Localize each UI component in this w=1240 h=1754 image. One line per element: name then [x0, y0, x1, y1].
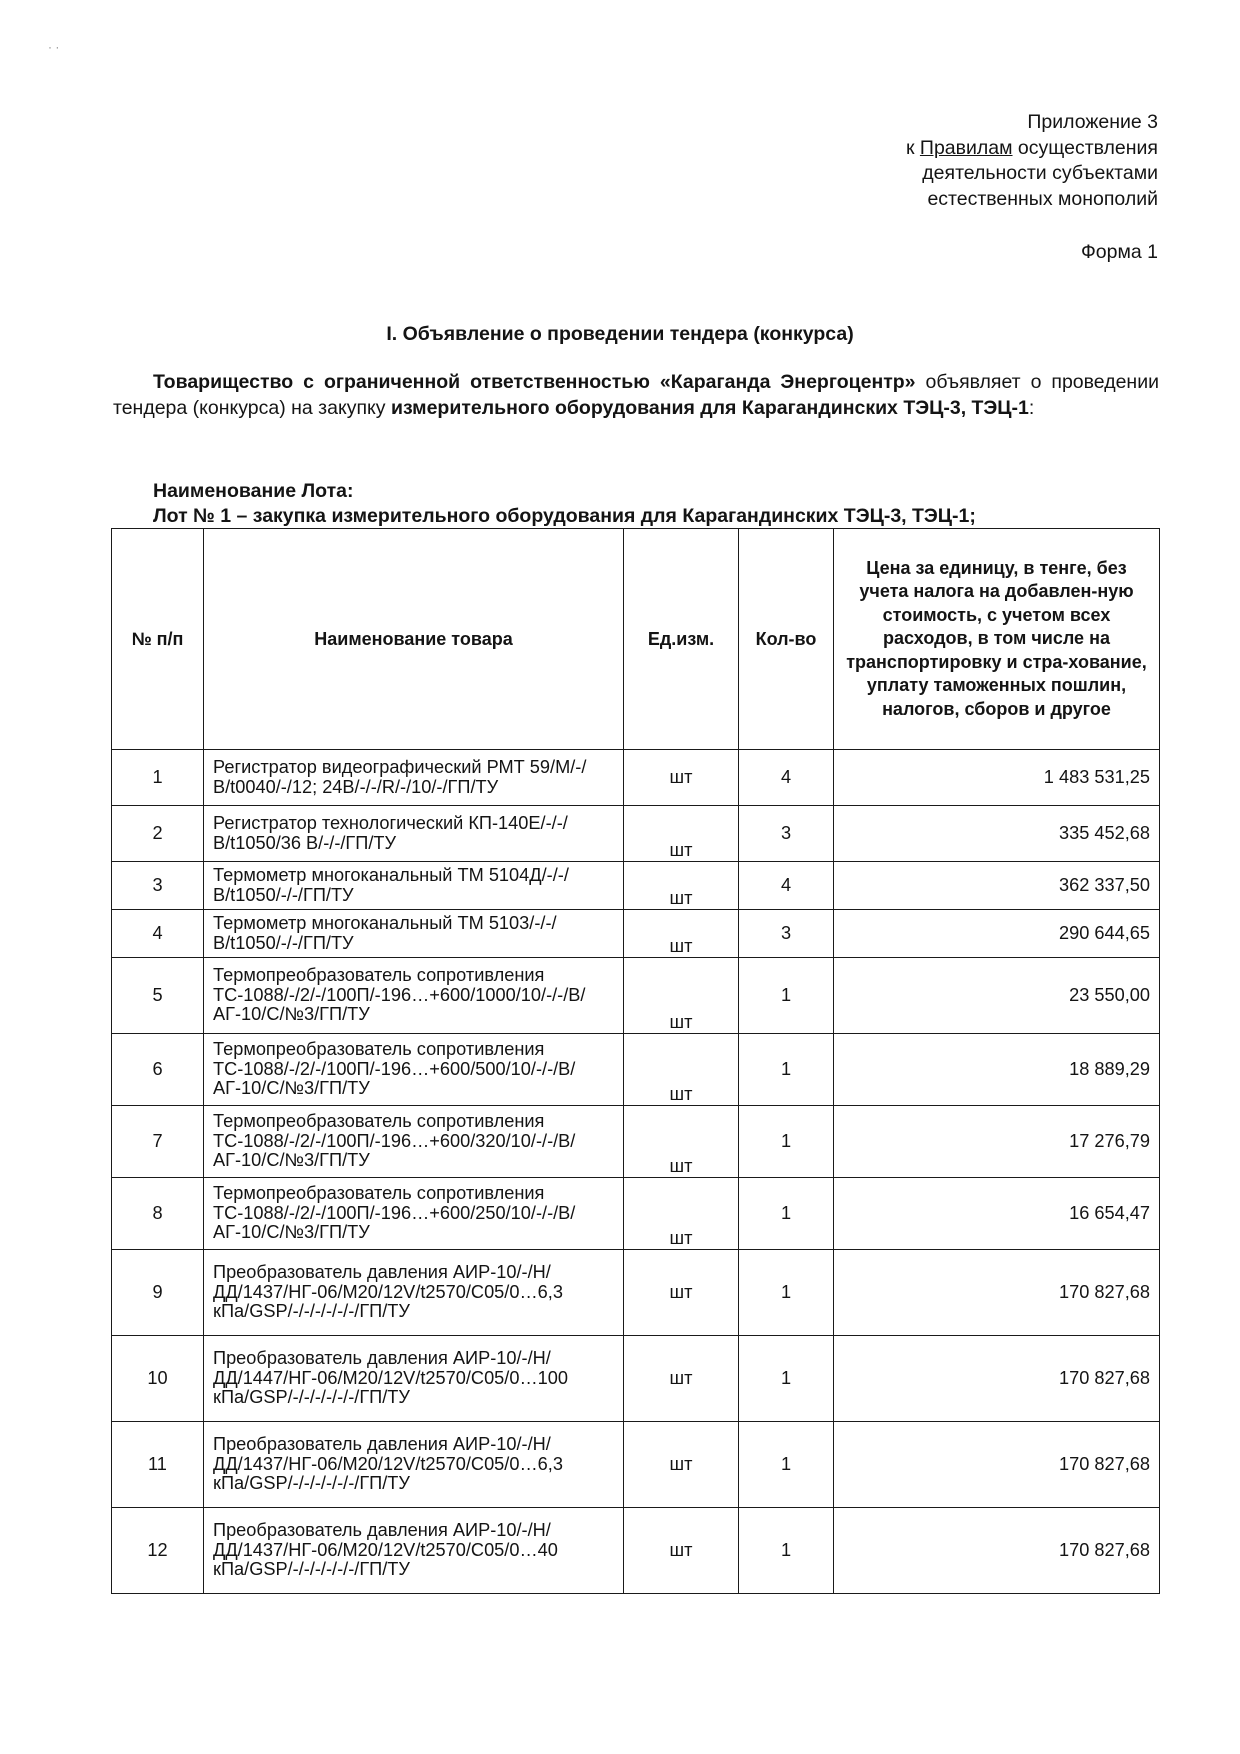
cell-price: 170 827,68: [834, 1422, 1160, 1508]
lot-block: [153, 479, 976, 529]
cell-qty: 1: [739, 1106, 834, 1178]
header-name: Наименование товара: [204, 529, 624, 750]
cell-unit: шт: [624, 1034, 739, 1106]
cell-num: 11: [112, 1422, 204, 1508]
cell-qty: 4: [739, 750, 834, 806]
appendix-suffix: осуществления: [1012, 136, 1158, 159]
cell-unit: шт: [624, 806, 739, 862]
intro-paragraph: [113, 370, 1159, 421]
appendix-line-3: деятельности субъектами: [922, 162, 1158, 184]
scan-mark: · ·: [48, 40, 60, 54]
table-row: [112, 1178, 1160, 1250]
intro-end: :: [1028, 396, 1035, 419]
cell-num: 12: [112, 1508, 204, 1594]
cell-unit: шт: [624, 1422, 739, 1508]
table-row: [112, 806, 1160, 862]
intro-text: объявляет о проведении тендера (конкурса) на закупку: [113, 371, 1159, 419]
cell-qty: 1: [739, 1336, 834, 1422]
cell-unit: шт: [624, 1250, 739, 1336]
cell-qty: 1: [739, 958, 834, 1034]
cell-name: Преобразователь давления АИР-10/-/Н/ДД/1437/НГ-06/М20/12V/t2570/С05/0…6,3 кПа/GSP/-/-/-/-/-/-/ГП/ТУ: [204, 1250, 624, 1336]
lot-items-table: [111, 528, 1160, 1594]
table-row: [112, 1336, 1160, 1422]
form-label: Форма 1: [1080, 241, 1158, 263]
header-qty: Кол-во: [739, 529, 834, 750]
cell-name: Термопреобразователь сопротивления ТС-1088/-/2/-/100П/-196…+600/320/10/-/-/В/АГ-10/С/№3/ГП/ТУ: [204, 1106, 624, 1178]
cell-unit: шт: [624, 1178, 739, 1250]
cell-num: 7: [112, 1106, 204, 1178]
cell-unit: шт: [624, 1106, 739, 1178]
cell-num: 8: [112, 1178, 204, 1250]
cell-name: Преобразователь давления АИР-10/-/Н/ДД/1437/НГ-06/М20/12V/t2570/С05/0…40 кПа/GSP/-/-/-/-/-/-/ГП/ТУ: [204, 1508, 624, 1594]
appendix-note: [738, 110, 1158, 212]
cell-name: Регистратор технологический КП-140Е/-/-/В/t1050/36 В/-/-/ГП/ТУ: [204, 806, 624, 862]
procurement-subject: измерительного оборудования для Карагандинских ТЭЦ-3, ТЭЦ-1: [390, 396, 1029, 419]
cell-num: 5: [112, 958, 204, 1034]
cell-unit: шт: [624, 862, 739, 910]
table-row: [112, 1250, 1160, 1336]
company-name: Товарищество с ограниченной ответственностью «Караганда Энергоцентр»: [153, 371, 916, 393]
table-row: [112, 1508, 1160, 1594]
cell-name: Термометр многоканальный ТМ 5103/-/-/В/t1050/-/-/ГП/ТУ: [204, 910, 624, 958]
table-row: [112, 1422, 1160, 1508]
table-row: [112, 1106, 1160, 1178]
cell-num: 6: [112, 1034, 204, 1106]
cell-name: Термопреобразователь сопротивления ТС-1088/-/2/-/100П/-196…+600/250/10/-/-/В/АГ-10/С/№3/ГП/ТУ: [204, 1178, 624, 1250]
cell-price: 170 827,68: [834, 1508, 1160, 1594]
cell-name: Термопреобразователь сопротивления ТС-1088/-/2/-/100П/-196…+600/1000/10/-/-/В/АГ-10/С/№3/ГП/ТУ: [204, 958, 624, 1034]
appendix-line-4: естественных монополий: [927, 187, 1158, 210]
cell-qty: 1: [739, 1178, 834, 1250]
header-unit: Ед.изм.: [624, 529, 739, 750]
lot-heading: Наименование Лота:: [153, 480, 354, 502]
rules-link[interactable]: Правилам: [919, 136, 1013, 159]
table-row: [112, 958, 1160, 1034]
cell-unit: шт: [624, 910, 739, 958]
cell-unit: шт: [624, 958, 739, 1034]
cell-qty: 3: [739, 910, 834, 958]
cell-name: Преобразователь давления АИР-10/-/Н/ДД/1447/НГ-06/М20/12V/t2570/С05/0…100 кПа/GSP/-/-/-/-/-/-/ГП/ТУ: [204, 1336, 624, 1422]
cell-price: 335 452,68: [834, 806, 1160, 862]
cell-num: 9: [112, 1250, 204, 1336]
cell-price: 170 827,68: [834, 1250, 1160, 1336]
cell-name: Термометр многоканальный ТМ 5104Д/-/-/В/t1050/-/-/ГП/ТУ: [204, 862, 624, 910]
cell-price: 170 827,68: [834, 1336, 1160, 1422]
cell-qty: 3: [739, 806, 834, 862]
cell-num: 3: [112, 862, 204, 910]
cell-unit: шт: [624, 1508, 739, 1594]
header-num: № п/п: [112, 529, 204, 750]
cell-num: 2: [112, 806, 204, 862]
appendix-prefix: к: [905, 136, 920, 159]
cell-qty: 1: [739, 1250, 834, 1336]
cell-price: 23 550,00: [834, 958, 1160, 1034]
cell-price: 16 654,47: [834, 1178, 1160, 1250]
cell-num: 1: [112, 750, 204, 806]
appendix-line-1: Приложение 3: [1027, 111, 1158, 133]
cell-qty: 4: [739, 862, 834, 910]
table-header-row: [112, 529, 1160, 750]
document-title: I. Объявление о проведении тендера (конкурса): [386, 323, 854, 345]
lot-name: Лот № 1 – закупка измерительного оборудования для Карагандинских ТЭЦ-3, ТЭЦ-1;: [153, 505, 976, 527]
cell-qty: 1: [739, 1508, 834, 1594]
cell-num: 4: [112, 910, 204, 958]
cell-name: Регистратор видеографический РМТ 59/М/-/В/t0040/-/12; 24В/-/-/R/-/10/-/ГП/ТУ: [204, 750, 624, 806]
cell-price: 17 276,79: [834, 1106, 1160, 1178]
appendix-line-2: [738, 136, 1158, 162]
cell-qty: 1: [739, 1422, 834, 1508]
header-price: Цена за единицу, в тенге, без учета налога на добавлен-ную стоимость, с учетом всех расходов, в том числе на транспортировку и стра-хование, уплату таможенных пошлин, налогов, сборов и другое: [834, 529, 1160, 750]
cell-name: Термопреобразователь сопротивления ТС-1088/-/2/-/100П/-196…+600/500/10/-/-/В/АГ-10/С/№3/ГП/ТУ: [204, 1034, 624, 1106]
cell-name: Преобразователь давления АИР-10/-/Н/ДД/1437/НГ-06/М20/12V/t2570/С05/0…6,3 кПа/GSP/-/-/-/-/-/-/ГП/ТУ: [204, 1422, 624, 1508]
cell-num: 10: [112, 1336, 204, 1422]
cell-price: 290 644,65: [834, 910, 1160, 958]
cell-qty: 1: [739, 1034, 834, 1106]
table-row: [112, 750, 1160, 806]
table-row: [112, 862, 1160, 910]
table-body: [112, 750, 1160, 1594]
cell-unit: шт: [624, 1336, 739, 1422]
cell-price: 1 483 531,25: [834, 750, 1160, 806]
table-row: [112, 910, 1160, 958]
cell-price: 362 337,50: [834, 862, 1160, 910]
cell-price: 18 889,29: [834, 1034, 1160, 1106]
cell-unit: шт: [624, 750, 739, 806]
table-row: [112, 1034, 1160, 1106]
